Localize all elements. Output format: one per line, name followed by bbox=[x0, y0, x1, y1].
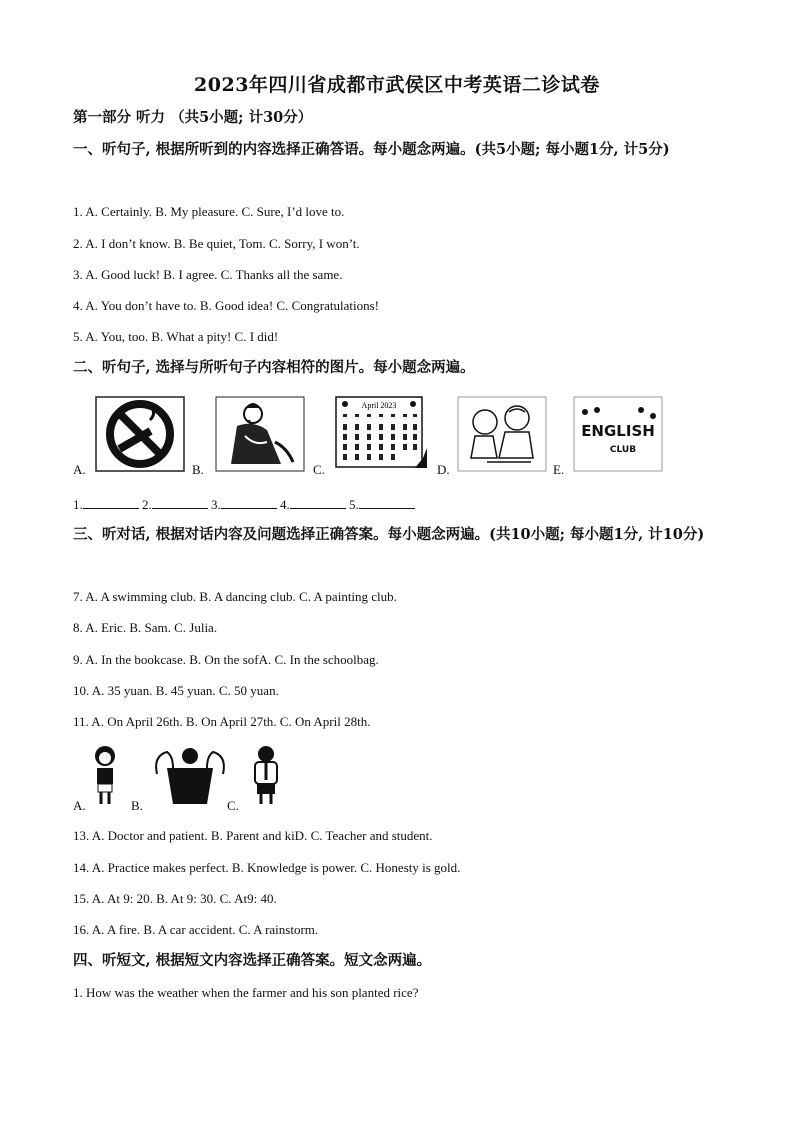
teacher-picture bbox=[249, 744, 283, 806]
picture-label-e: E. bbox=[553, 462, 565, 477]
people-label-b: B. bbox=[131, 798, 143, 813]
answer-blank-4[interactable] bbox=[290, 496, 346, 509]
question-14: 14. A. Practice makes perfect. B. Knowledge is power. C. Honesty is gold. bbox=[73, 860, 461, 875]
question-9: 9. A. In the bookcase. B. On the sofA. C. In the schoolbag. bbox=[73, 652, 379, 667]
people-label-c: C. bbox=[227, 798, 239, 813]
two-people-picture bbox=[457, 396, 547, 472]
blank-label-4: 4. bbox=[280, 497, 290, 512]
blank-label-2: 2. bbox=[142, 497, 152, 512]
answer-blank-2[interactable] bbox=[152, 496, 208, 509]
calendar-title: April 2023 bbox=[361, 401, 397, 410]
question-11: 11. A. On April 26th. B. On April 27th. C. On April 28th. bbox=[73, 714, 371, 729]
blank-label-1: 1. bbox=[73, 497, 83, 512]
blank-label-3: 3. bbox=[211, 497, 221, 512]
question-3: 3. A. Good luck! B. I agree. C. Thanks all the same. bbox=[73, 267, 343, 282]
section1-heading: 一、听句子, 根据所听到的内容选择正确答语。每小题念两遍。(共5小题; 每小题1分, 计5分) bbox=[73, 141, 670, 158]
question-5: 5. A. You, too. B. What a pity! C. I did! bbox=[73, 329, 279, 344]
club-word-english: ENGLISH bbox=[581, 422, 655, 440]
people-label-a: A. bbox=[73, 798, 86, 813]
section4-question-1: 1. How was the weather when the farmer and his son planted rice? bbox=[73, 985, 419, 1000]
answer-blank-3[interactable] bbox=[221, 496, 277, 509]
page-title: 2023年四川省成都市武侯区中考英语二诊试卷 bbox=[194, 74, 600, 96]
child-picture bbox=[87, 744, 123, 808]
part-heading: 第一部分 听力 （共5小题; 计30分） bbox=[73, 109, 313, 126]
picture-options bbox=[73, 396, 713, 476]
question-2: 2. A. I don’t know. B. Be quiet, Tom. C. Sorry, I won’t. bbox=[73, 236, 360, 251]
question-8: 8. A. Eric. B. Sam. C. Julia. bbox=[73, 620, 218, 635]
old-man-picture bbox=[215, 396, 305, 472]
picture-label-b: B. bbox=[192, 462, 204, 477]
question-10: 10. A. 35 yuan. B. 45 yuan. C. 50 yuan. bbox=[73, 683, 279, 698]
question-13: 13. A. Doctor and patient. B. Parent and kiD. C. Teacher and student. bbox=[73, 828, 433, 843]
picture-label-c: C. bbox=[313, 462, 325, 477]
answer-blank-5[interactable] bbox=[359, 496, 415, 509]
calendar-picture bbox=[335, 396, 427, 472]
section4-heading: 四、听短文, 根据短文内容选择正确答案。短文念两遍。 bbox=[73, 952, 432, 969]
question-7: 7. A. A swimming club. B. A dancing club. C. A painting club. bbox=[73, 589, 397, 604]
strong-man-picture bbox=[149, 744, 231, 806]
picture-label-d: D. bbox=[437, 462, 450, 477]
section2-heading: 二、听句子, 选择与所听句子内容相符的图片。每小题念两遍。 bbox=[73, 359, 475, 376]
english-club-picture bbox=[573, 396, 663, 472]
blank-label-5: 5. bbox=[349, 497, 359, 512]
answer-blanks bbox=[73, 496, 415, 513]
question-1: 1. A. Certainly. B. My pleasure. C. Sure, I’d love to. bbox=[73, 204, 345, 219]
answer-blank-1[interactable] bbox=[83, 496, 139, 509]
picture-label-a: A. bbox=[73, 462, 86, 477]
people-pictures bbox=[73, 744, 373, 814]
club-word-club: CLUB bbox=[609, 445, 637, 455]
section3-heading: 三、听对话, 根据对话内容及问题选择正确答案。每小题念两遍。(共10小题; 每小题1分, 计10分) bbox=[73, 526, 705, 543]
question-4: 4. A. You don’t have to. B. Good idea! C. Congratulations! bbox=[73, 298, 379, 313]
question-15: 15. A. At 9: 20. B. At 9: 30. C. At9: 40. bbox=[73, 891, 277, 906]
no-smoking-picture bbox=[95, 396, 185, 472]
question-16: 16. A. A fire. B. A car accident. C. A rainstorm. bbox=[73, 922, 319, 937]
